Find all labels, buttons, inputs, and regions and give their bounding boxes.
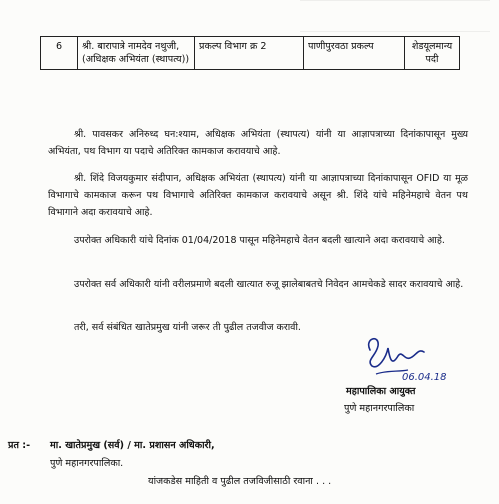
copy-note: यांजकडेस माहिती व पुढील तजविजीसाठी रवाना . . . (148, 476, 332, 487)
table-row (41, 37, 460, 70)
paragraph-3: उपरोक्त अधिकारी यांचे दिनांक 01/04/2018 पासून महिनेमहाचे वेतन बदली खात्याने अदा करावयाचे आहे. (74, 235, 445, 246)
signature-date: 06.04.18 (402, 372, 447, 383)
copy-prefix: प्रत :- (8, 440, 31, 451)
copy-to-line (8, 438, 215, 454)
handwritten-signature (358, 330, 468, 385)
signatory-org: पुणे महानगरपालिका (344, 403, 415, 414)
signatory-title: महापालिका आयुक्त (346, 386, 416, 397)
bleed-through-texture (300, 0, 490, 32)
officer-name-cell: श्री. बारापात्रे नामदेव नथुजी, (अधिक्षक अभियंता (स्थापत्य)) (78, 37, 195, 70)
post-cell: शेडयूलमान्य पदी (405, 37, 460, 70)
paragraph-4: उपरोक्त सर्व अधिकारी यांनी वरीलप्रमाणे बदली खात्यात रुजू झालेबाबतचे निवेदन आमचेकडे सादर करावयाचे आहे. (74, 279, 464, 290)
paragraph-5: तरी, सर्व संबंधित खातेप्रमुख यांनी जरूर ती पुढील तजवीज करावी. (74, 322, 301, 333)
department-cell: प्रकल्प विभाग क्र 2 (195, 37, 304, 70)
paragraph-1: श्री. पावसकर अनिरुध्द घन:श्याम, अधिक्षक अभियंता (स्थापत्य) यांनी या आज्ञापत्राच्या दिनांकापासून मुख्य अभियंता, पथ विभाग या पदाचे अतिरिक्त कामकाज करावयाचे आहे. (48, 129, 468, 157)
copy-recipients: मा. खातेप्रमुख (सर्व) / मा. प्रशासन अधिकारी, (50, 440, 215, 451)
sr-number-cell: 6 (41, 37, 78, 70)
paragraph-2: श्री. शिंदे विजयकुमार संदीपान, अधिक्षक अभियंता (स्थापत्य) यांनी या आज्ञापत्राच्या दिनांकापासून OFID या मूळ विभागाचे कामकाज करून पथ विभागाचे अतिरिक्त कामकाज करावयाचे असून श्री. शिंदे यांचे महिनेमहाचे वेतन पथ विभागाने अदा करावयाचे आहे. (48, 173, 468, 218)
signature-icon (358, 330, 468, 385)
transfer-table (40, 36, 460, 70)
project-cell: पाणीपुरवठा प्रकल्प (304, 37, 405, 70)
copy-org: पुणे महानगरपालिका. (50, 458, 124, 469)
